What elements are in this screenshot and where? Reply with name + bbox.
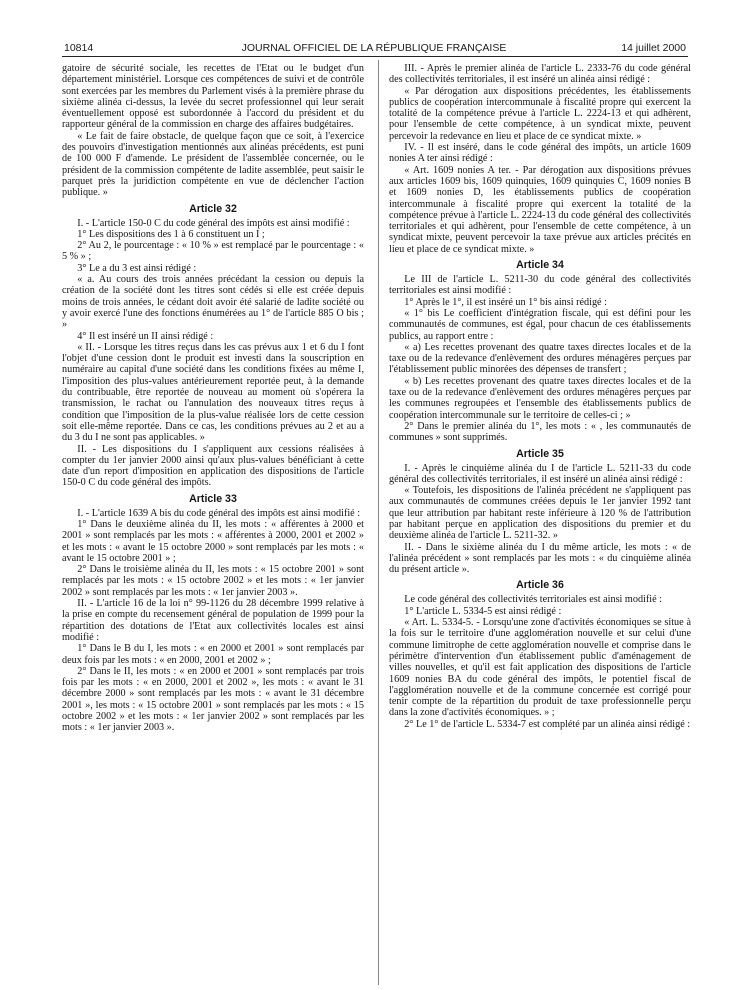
page-number: 10814 [64,42,94,54]
paragraph: « II. - Lorsque les titres reçus dans les cas prévus aux 1 et 6 du I font l'objet d'une cession dont le produit est investi dans la souscription en numéraire au capital d'une société dans les conditions fixées au même I, l'imposition des plus-values antérieurement reportée peut, à la demande du contribuable, être reportée de nouveau au moment où s'opérera la transmission, le rachat ou l'annulation des nouveaux titres reçus à condition que l'imposition de la plus-value réalisée lors de cette cession soit elle-même reportée. Dans ce cas, les conditions prévues au 2 et au a du 3 du I ne sont pas applicables. » [62,341,364,444]
journal-title: JOURNAL OFFICIEL DE LA RÉPUBLIQUE FRANÇAISE [241,42,507,54]
article-heading: Article 33 [189,492,237,505]
article-heading: Article 32 [189,202,237,215]
article-heading: Article 35 [516,447,564,460]
paragraph: 1° Les dispositions des 1 à 6 constituent un I ; [77,228,265,240]
paragraph: Le III de l'article L. 5211-30 du code général des collectivités territoriales est ainsi modifié : [389,274,691,297]
paragraph: 1° Dans le B du I, les mots : « en 2000 et 2001 » sont remplacés par deux fois par les mots : « en 2000, 2001 et 2002 » ; [62,643,364,666]
paragraph: I. - L'article 1639 A bis du code général des impôts est ainsi modifié : [77,507,361,519]
paragraph: I. - Après le cinquième alinéa du I de l'article L. 5211-33 du code général des collectivités territoriales, il est inséré un alinéa ainsi rédigé : [389,462,691,485]
paragraph: « a. Au cours des trois années précédant la cession ou depuis la création de la société dont les titres sont cédés si elle est créée depuis moins de trois années, le cédant doit avoir été salarié de ladite société ou y avoir exercé l'une des fonctions énumérées au 1° de l'article 885 O bis ; » [62,274,364,331]
article-heading: Article 34 [516,259,564,272]
paragraph: IV. - Il est inséré, dans le code général des impôts, un article 1609 nonies A ter ainsi rédigé : [389,142,691,165]
paragraph: 2° Le 1° de l'article L. 5334-7 est complété par un alinéa ainsi rédigé : [404,718,691,730]
paragraph: « Art. 1609 nonies A ter. - Par dérogation aux dispositions prévues aux articles 1609 bis, 1609 quinquies, 1609 quinquies C, 1609 nonies B et 1609 nonies D, les établissements publics de coopération intercommunale à fiscalité propre qui exercent la totalité de la compétence prévue à l'article L. 2224-13 du code général des collectivités territoriales et qui adhèrent, pour l'ensemble de cette compétence, à un syndicat mixte, peuvent percevoir la taxe prévue aux articles précités en lieu et place de ce syndicat mixte. » [389,164,691,255]
paragraph: II. - Dans le sixième alinéa du I du même article, les mots : « de l'alinéa précédent » sont remplacés par les mots : « du cinquième alinéa du présent article ». [389,541,691,576]
paragraph: « Toutefois, les dispositions de l'alinéa précédent ne s'appliquent pas aux communautés de communes créées depuis le 1er janvier 1992 tant que leur attribution par habitant reste inférieure à 120 % de l'attribution par habitant perçue en application des dispositions du premier et du deuxième alinéa de l'article L. 5211-32. » [389,485,691,542]
paragraph: gatoire de sécurité sociale, les recettes de l'Etat ou le budget d'un département ministériel. Lorsque ces compétences de suivi et de contrôle sont exercées par les membres du Parlement visés à la première phrase du sixième alinéa ci-dessus, la levée du secret professionnel qui leur serait éventuellement opposé est subordonnée à l'accord du président et du rapporteur général de la commission en charge des affaires budgétaires. [62,63,364,131]
paragraph: « Art. L. 5334-5. - Lorsqu'une zone d'activités économiques se situe à la fois sur le territoire d'une agglomération nouvelle et sur celui d'une commune limitrophe de cette agglomération nouvelle et comprise dans le périmètre d'intervention d'un établissement public d'aménagement de villes nouvelles, et qu'il est fait application des dispositions de l'article 1609 nonies BA du code général des impôts, le potentiel fiscal de l'agglomération nouvelle et de la commune concernée est corrigé pour tenir compte de la répartition du produit de taxe professionnelle perçu dans la zone d'activités économiques. » ; [389,617,691,719]
paragraph: « 1° bis Le coefficient d'intégration fiscale, qui est défini pour les communautés de communes, est égal, pour chacun de ces établissements publics, au rapport entre : [389,307,691,342]
paragraph: II. - L'article 16 de la loi n° 99-1126 du 28 décembre 1999 relative à la prise en compte du recensement général de population de 1999 pour la répartition des dotations de l'Etat aux collectivités locales est ainsi modifié : [62,598,364,643]
paragraph: « b) Les recettes provenant des quatre taxes directes locales et de la taxe ou de la redevance d'enlèvement des ordures ménagères perçues par les communes regroupées et l'ensemble des établissements publics de coopération intercommunale sur le territoire de celles-ci ; » [389,375,691,421]
paragraph: « Par dérogation aux dispositions précédentes, les établissements publics de coopération intercommunale à fiscalité propre qui exercent la totalité de la compétence prévue à l'article L. 2224-13 et qui adhèrent, pour l'ensemble de cette compétence, à un syndicat mixte, peuvent percevoir la redevance en lieu et place de ce syndicat mixte. » [389,85,691,142]
paragraph: 2° Au 2, le pourcentage : « 10 % » est remplacé par le pourcentage : « 5 % » ; [62,240,364,263]
column-divider [378,60,379,985]
paragraph: 1° Après le 1°, il est inséré un 1° bis ainsi rédigé : [404,296,607,308]
paragraph: 1° L'article L. 5334-5 est ainsi rédigé : [404,605,562,617]
paragraph: II. - Les dispositions du I s'appliquent aux cessions réalisées à compter du 1er janvier 2000 ainsi qu'aux plus-values bénéficiant à cette date d'un report d'imposition en application des dispositions de l'article 150-0 C du code général des impôts. [62,443,364,489]
publication-date: 14 juillet 2000 [621,42,686,54]
paragraph: Le code général des collectivités territoriales est ainsi modifié : [404,594,662,606]
paragraph: 3° Le a du 3 est ainsi rédigé : [77,262,197,274]
paragraph: 2° Dans le II, les mots : « en 2000 et 2001 » sont remplacés par trois fois par les mots : « en 2000, 2001 et 2002 », les mots : « avant le 31 décembre 2000 » sont remplacés par les mots : « avant le 31 décembre 2001 », les mots : « 15 octobre 2001 » sont remplacés par les mots : « 15 octobre 2002 » et les mots : « 1er janvier 2002 » sont remplacés par les mots : « 1er janvier 2003 ». [62,665,364,734]
left-column [62,63,364,985]
paragraph: I. - L'article 150-0 C du code général des impôts est ainsi modifié : [77,217,350,229]
paragraph: « a) Les recettes provenant des quatre taxes directes locales et de la taxe ou de la redevance d'enlèvement des ordures ménagères perçues par l'établissement public minorées des dépenses de transfert ; [389,341,691,376]
paragraph: III. - Après le premier alinéa de l'article L. 2333-76 du code général des collectivités territoriales, il est inséré un alinéa ainsi rédigé : [389,63,691,86]
paragraph: 4° Il est inséré un II ainsi rédigé : [77,330,214,342]
paragraph: 2° Dans le premier alinéa du 1°, les mots : « , les communautés de communes » sont supprimés. [389,420,691,444]
paragraph: « Le fait de faire obstacle, de quelque façon que ce soit, à l'exercice des pouvoirs d'investigation mentionnés aux alinéas précédents, est puni de 100 000 F d'amende. Le président de l'assemblée concernée, ou le président de la commission compétente de ladite assemblée, peut saisir le parquet près la juridiction compétente en vue de déclencher l'action publique. » [62,130,364,199]
paragraph: 2° Dans le troisième alinéa du II, les mots : « 15 octobre 2001 » sont remplacés par les mots : « 15 octobre 2002 » et les mots : « 1er janvier 2002 » sont remplacés par les mots : « 1er janvier 2003 ». [62,564,364,598]
article-heading: Article 36 [516,579,564,592]
right-column [389,63,691,985]
header-rule [62,56,688,57]
paragraph: 1° Dans le deuxième alinéa du II, les mots : « afférentes à 2000 et 2001 » sont remplacés par les mots : « afférentes à 2000, 2001 et 2002 » et les mots : « avant le 15 octobre 2000 » sont remplacés par les mots : « avant le 15 octobre 2001 » ; [62,518,364,564]
